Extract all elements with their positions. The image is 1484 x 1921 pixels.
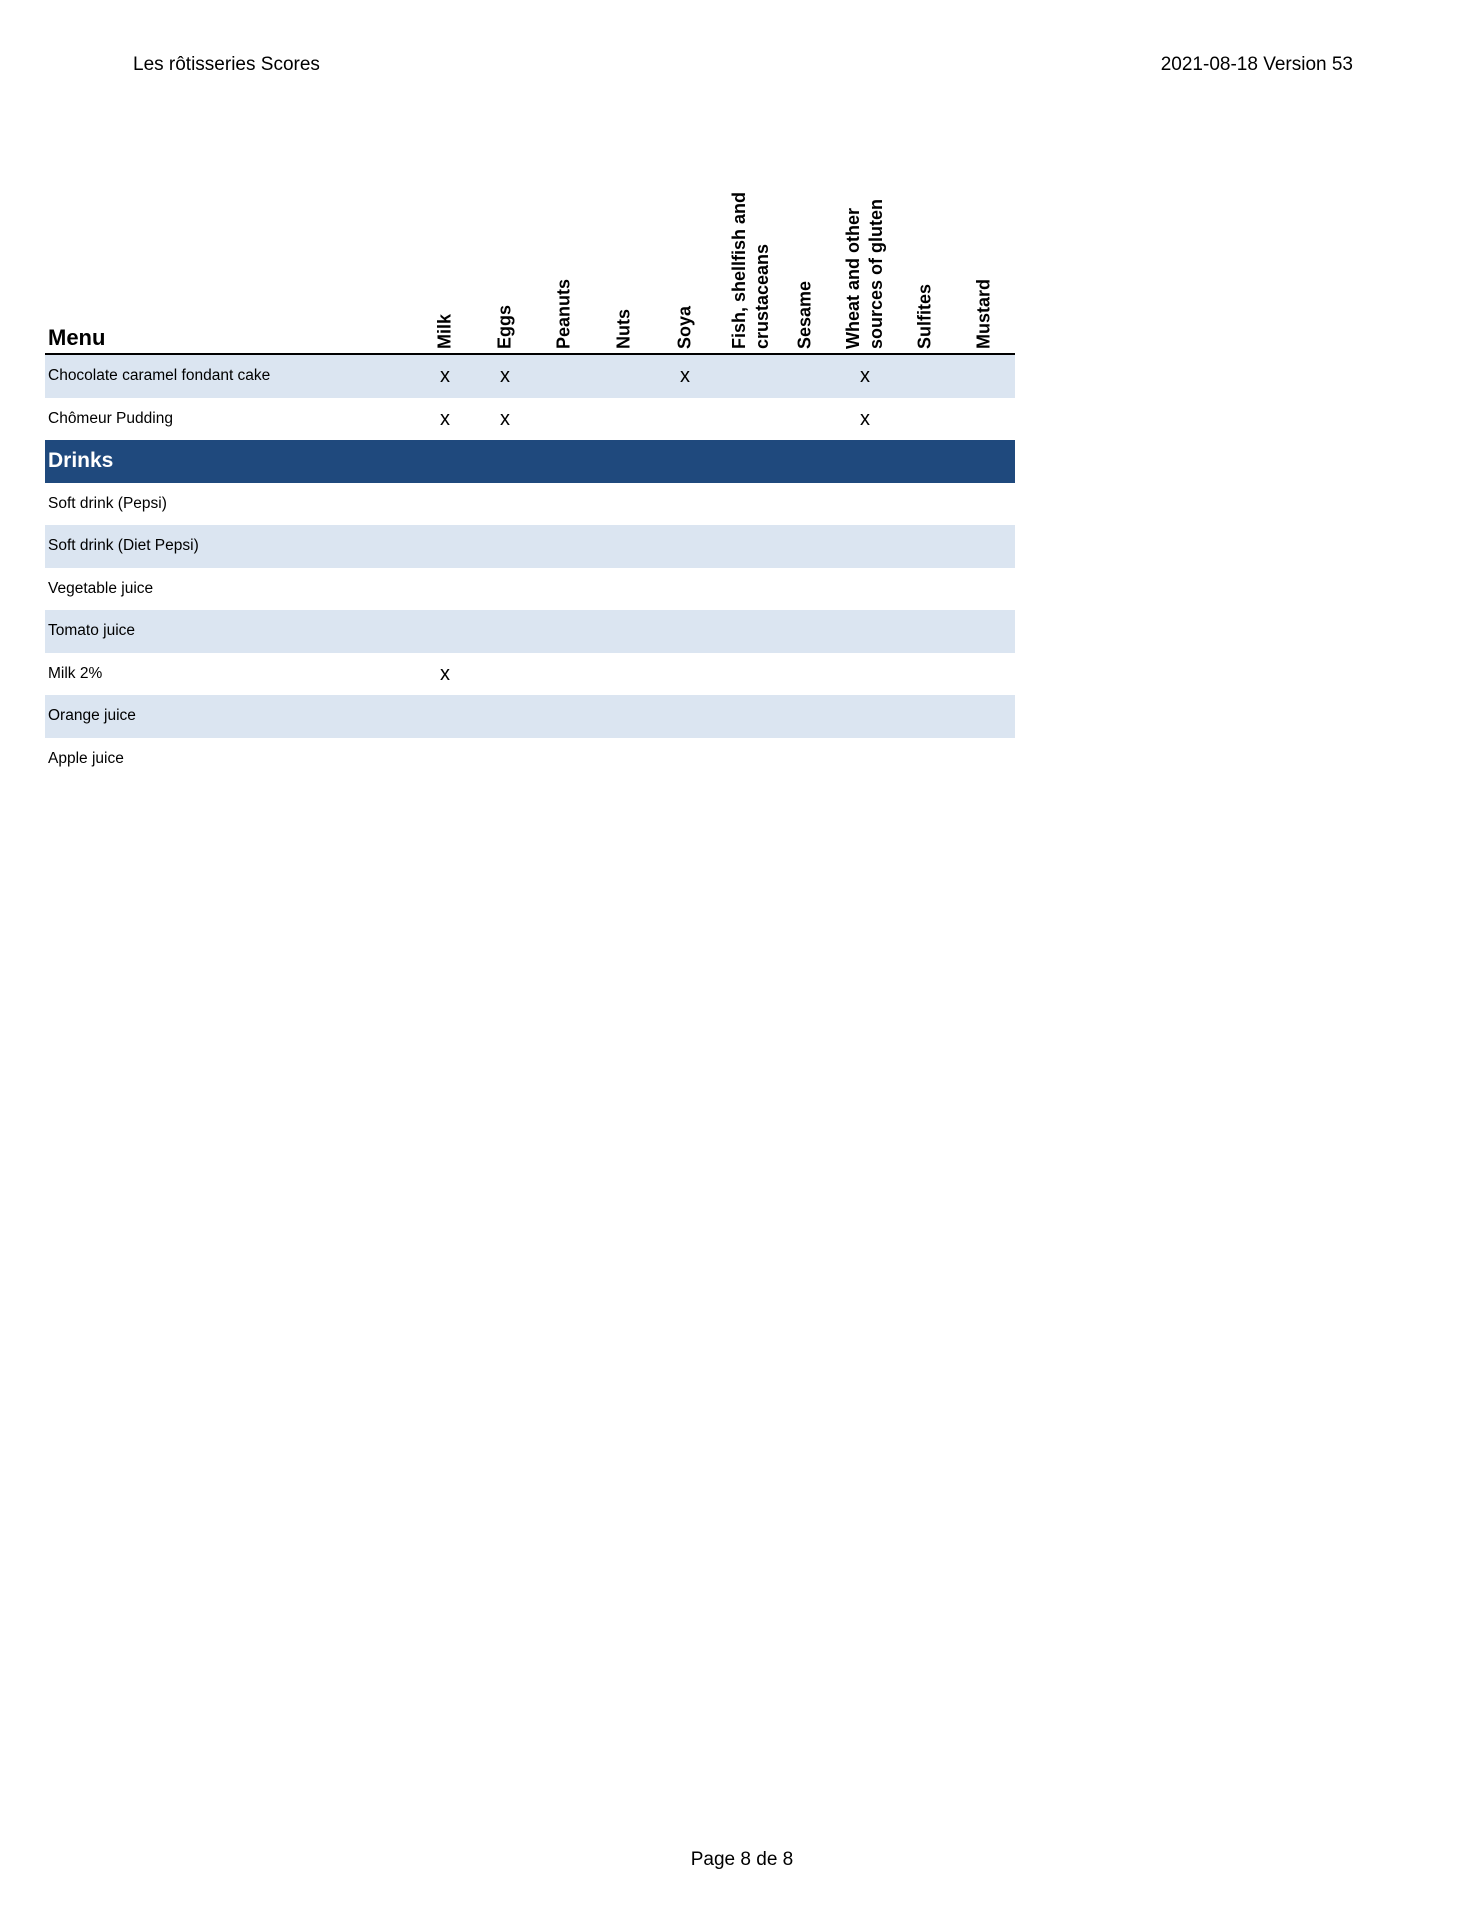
table-row [45, 695, 1015, 738]
menu-item-name: Orange juice [48, 707, 136, 724]
allergen-mark: x [500, 365, 510, 387]
allergen-table [45, 150, 1015, 780]
table-row [45, 525, 1015, 568]
allergen-column-label: Soya [674, 305, 695, 349]
menu-item-name: Chocolate caramel fondant cake [48, 367, 271, 384]
table-body [45, 355, 1015, 780]
allergen-column-header [475, 149, 535, 349]
table-row [45, 483, 1015, 526]
allergen-mark: x [680, 365, 690, 387]
table-row [45, 738, 1015, 781]
menu-heading: Menu [48, 325, 106, 350]
document-header-version: 2021-08-18 Version 53 [1160, 54, 1353, 75]
allergen-mark: x [440, 365, 450, 387]
allergen-column-header [721, 149, 781, 349]
allergen-column-label: Mustard [973, 278, 994, 349]
allergen-column-label: Wheat and other sources of gluten [843, 198, 886, 349]
menu-item-name: Apple juice [48, 749, 124, 767]
menu-item-name: Vegetable juice [48, 579, 154, 597]
section-title: Drinks [48, 449, 114, 472]
menu-item-name: Soft drink (Pepsi) [48, 494, 167, 512]
table-row [45, 610, 1015, 653]
allergen-column-header [534, 149, 594, 349]
table-row [45, 653, 1015, 696]
allergen-column-header [594, 149, 654, 349]
allergen-column-header [895, 149, 955, 349]
allergen-mark: x [440, 662, 450, 685]
table-row [45, 355, 1015, 398]
allergen-column-label: Nuts [613, 309, 634, 349]
allergen-column-header [655, 149, 715, 349]
menu-item-name: Milk 2% [48, 664, 103, 682]
allergen-column-label: Sesame [794, 280, 815, 349]
allergen-column-header [415, 149, 475, 349]
page-number: Page 8 de 8 [690, 1849, 794, 1870]
menu-item-name: Chômeur Pudding [48, 409, 173, 427]
allergen-mark: x [500, 407, 510, 430]
allergen-mark: x [860, 365, 870, 387]
allergen-column-label: Sulfites [914, 283, 935, 349]
allergen-column-label: Fish, shellfish and crustaceans [729, 191, 772, 349]
allergen-column-label: Milk [434, 313, 455, 349]
section-header-row [45, 440, 1015, 483]
allergen-column-label: Eggs [494, 304, 515, 349]
menu-item-name: Tomato juice [48, 622, 136, 639]
table-row [45, 398, 1015, 441]
allergen-column-label: Peanuts [553, 278, 574, 349]
allergen-column-header [775, 149, 835, 349]
table-header-row [45, 150, 1015, 355]
allergen-mark: x [440, 407, 450, 430]
allergen-column-header [954, 149, 1014, 349]
allergen-column-header [835, 149, 895, 349]
allergen-mark: x [860, 407, 870, 430]
document-header-title: Les rôtisseries Scores [133, 54, 320, 75]
menu-item-name: Soft drink (Diet Pepsi) [48, 537, 199, 554]
table-row [45, 568, 1015, 611]
